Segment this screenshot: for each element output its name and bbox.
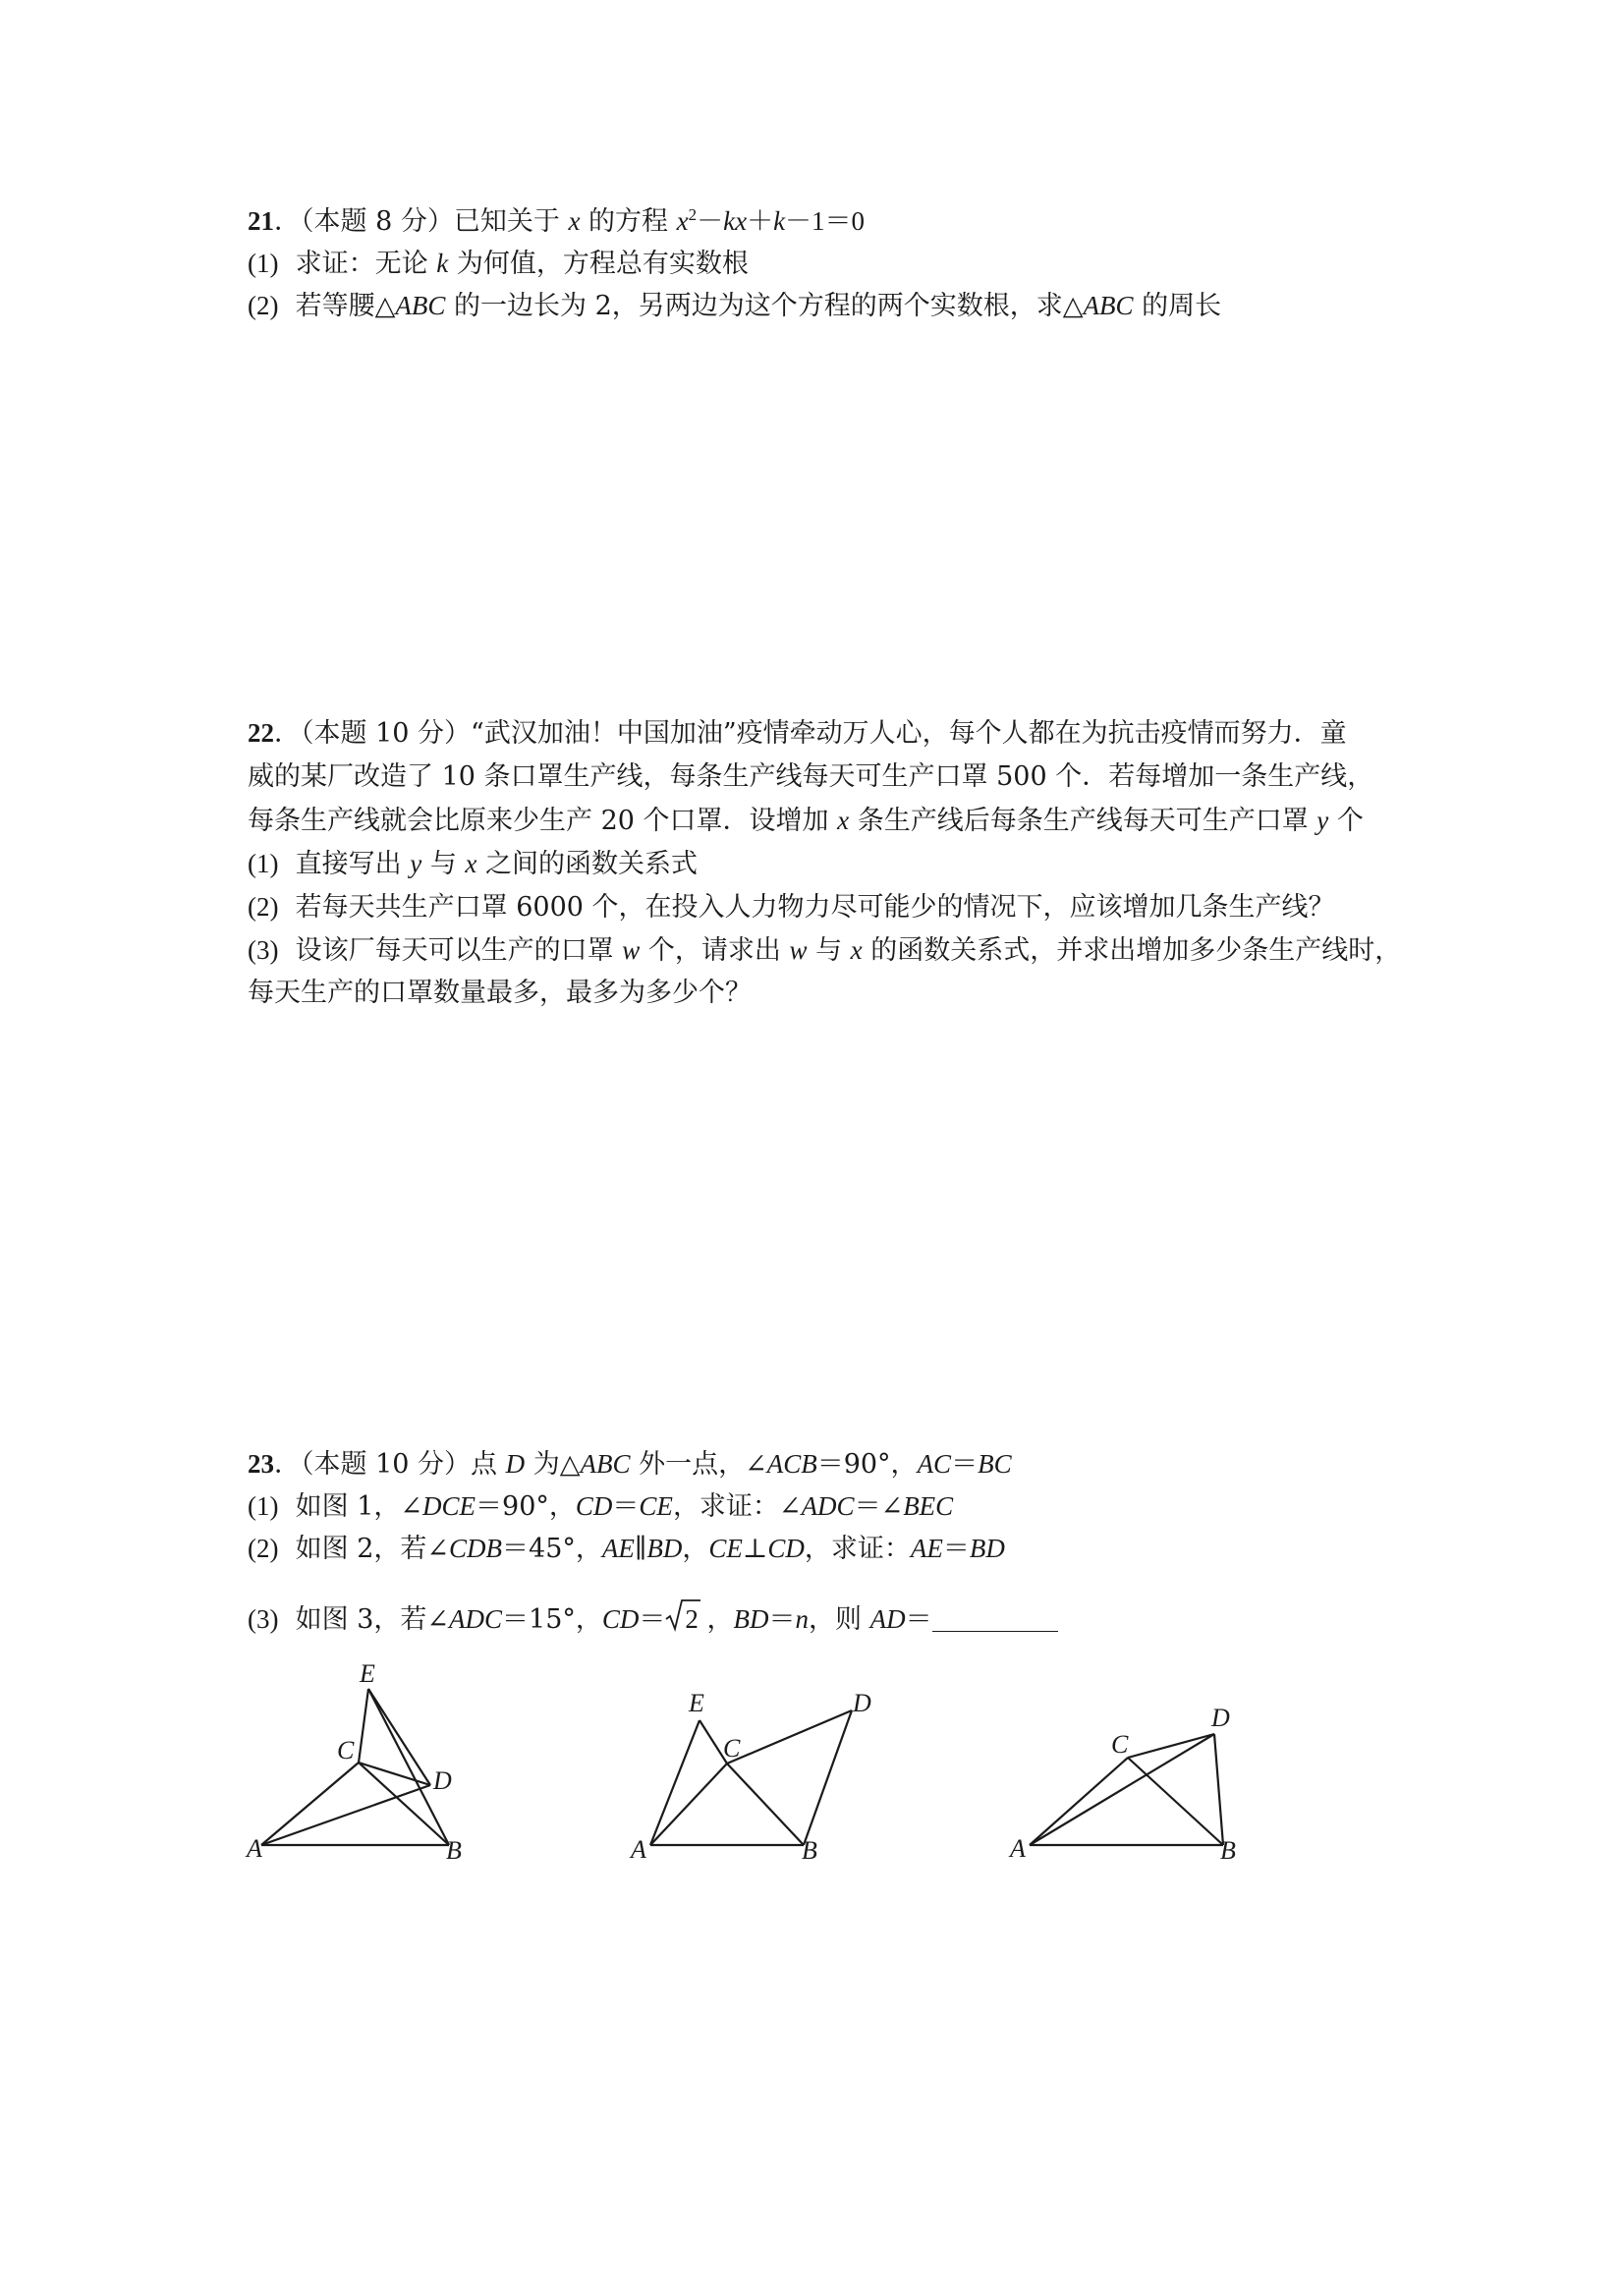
fig1-label-C: C (337, 1736, 355, 1764)
q22-number: 22 (248, 718, 274, 748)
q21-number: 21 (248, 206, 274, 236)
q23-part2: (2) 如图 2，若∠CDB＝45°，AE∥BD，CE⊥CD，求证：AE＝BD (248, 1534, 1005, 1564)
q23-stem: 23．（本题 10 分）点 D 为△ABC 外一点，∠ACB＝90°，AC＝BC (248, 1449, 1012, 1480)
fig2-label-C: C (723, 1734, 741, 1763)
figure-1 (244, 1660, 479, 1867)
q22-line3: 每条生产线就会比原来少生产 20 个口罩．设增加 x 条生产线后每条生产线每天可生产口罩 y 个 (248, 806, 1364, 836)
fig1-label-E: E (360, 1659, 375, 1688)
fig2-label-D: D (853, 1689, 871, 1717)
fig1-label-D: D (433, 1766, 452, 1795)
fig2-segment-AE (650, 1720, 700, 1845)
figure-2 (627, 1675, 892, 1867)
fig3-label-D: D (1211, 1704, 1230, 1732)
fig1-segment-EC (359, 1689, 368, 1763)
q22-line1: 22．（本题 10 分）“武汉加油！中国加油”疫情牵动万人心，每个人都在为抗击疫情而努力．童 (248, 718, 1347, 749)
answer-blank[interactable] (932, 1605, 1058, 1632)
fig2-segment-AC (650, 1764, 727, 1845)
fig2-label-B: B (802, 1836, 817, 1865)
q22-part2: (2) 若每天共生产口罩 6000 个，在投入人力物力尽可能少的情况下，应该增加几条生产线？ (248, 892, 1335, 923)
q23-part1: (1) 如图 1，∠DCE＝90°，CD＝CE，求证：∠ADC＝∠BEC (248, 1491, 954, 1522)
fig1-segment-AD (261, 1785, 430, 1845)
fig1-segment-ED (368, 1689, 430, 1785)
q23-part3: (3) 如图 3，若∠ADC＝15°，CD＝ 2 ，BD＝n，则 AD＝ (248, 1601, 1058, 1638)
fig2-segment-DB (804, 1710, 852, 1845)
fig3-label-B: B (1220, 1836, 1236, 1865)
q22-part1: (1) 直接写出 y 与 x 之间的函数关系式 (248, 849, 698, 879)
fig1-segment-CD (359, 1763, 430, 1785)
fig3-segment-AC (1030, 1758, 1128, 1845)
q21-stem: 21．（本题 8 分）已知关于 x 的方程 $x^2-kx+k-1=0$ (248, 205, 866, 237)
q22-part3-cont: 每天生产的口罩数量最多，最多为多少个？ (248, 978, 752, 1008)
q21-part2: (2) 若等腰△ABC 的一边长为 2，另两边为这个方程的两个实数根，求△ABC 的周长 (248, 291, 1222, 321)
fig2-label-A: A (631, 1835, 646, 1864)
q21-part1: (1) 求证：无论 k 为何值，方程总有实数根 (248, 249, 749, 279)
fig3-segment-CB (1128, 1758, 1223, 1845)
figure-3 (1006, 1680, 1261, 1867)
q23-number: 23 (248, 1449, 274, 1479)
fig3-label-C: C (1111, 1730, 1129, 1759)
fig3-segment-DB (1214, 1734, 1223, 1845)
sqrt-symbol: 2 (665, 1601, 699, 1638)
fig1-label-A: A (247, 1834, 262, 1863)
fig1-label-B: B (446, 1836, 462, 1865)
q22-part3: (3) 设该厂每天可以生产的口罩 w 个，请求出 w 与 x 的函数关系式，并求出增加多少条生产线时， (248, 935, 1402, 966)
fig2-label-E: E (689, 1689, 704, 1717)
fig3-segment-CD (1128, 1734, 1214, 1758)
fig1-segment-AC (261, 1763, 359, 1845)
fig2-segment-CD (727, 1710, 852, 1764)
fig3-label-A: A (1010, 1834, 1026, 1863)
q22-line2: 威的某厂改造了 10 条口罩生产线，每条生产线每天可生产口罩 500 个．若每增加一条生产线， (248, 761, 1374, 792)
fig2-segment-CB (727, 1764, 804, 1845)
